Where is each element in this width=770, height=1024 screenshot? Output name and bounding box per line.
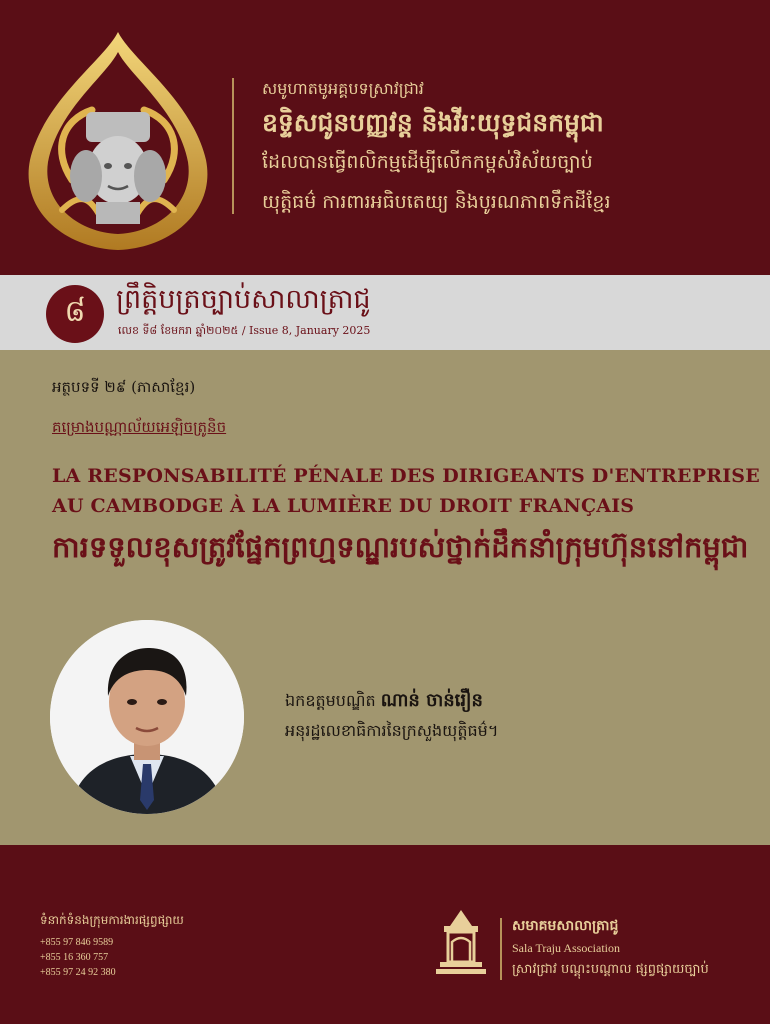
issue-number-badge: ៨: [46, 285, 104, 343]
author-name: [285, 688, 483, 715]
project-link[interactable]: គម្រោងបណ្ណាល័យអេឡិចត្រូនិច: [52, 418, 227, 436]
org-line-3: ដែលបានធ្វើពលិកម្មដើម្បីលើកកម្ពស់វិស័យច្បាប់: [262, 151, 593, 173]
sala-traju-pavilion-icon: [436, 908, 486, 976]
association-name-khmer: សមាគមសាលាត្រាជូ: [512, 918, 619, 934]
article-number: អត្ថបទទី ២៩ (ភាសាខ្មែរ): [52, 378, 196, 396]
footer: [0, 845, 770, 1024]
bulletin-title: ព្រឹត្តិបត្រច្បាប់សាលាត្រាជូ: [116, 284, 371, 315]
author-honorific: ឯកឧត្តមបណ្ឌិត: [285, 691, 376, 710]
author-photo: [50, 620, 244, 814]
author-position: អនុរដ្ឋលេខាធិការនៃក្រសួងយុត្តិធម៌។: [285, 721, 499, 740]
association-name-english: Sala Traju Association: [512, 941, 621, 955]
issue-subtitle: លេខ ទី៨ ខែមករា ឆ្នាំ២០២៥ / Issue 8, January 2025: [118, 324, 371, 337]
footer-divider: [500, 918, 502, 980]
title-french-line-2: AU CAMBODGE À LA LUMIÈRE DU DROIT FRANÇAIS: [52, 495, 635, 517]
phone-number[interactable]: +855 16 360 757: [40, 952, 109, 963]
header-divider: [232, 78, 234, 214]
contact-label: ទំនាក់ទំនងក្រុមការងារផ្សព្វផ្សាយ: [40, 913, 184, 927]
org-line-1: សមូហាតមូអគ្គបទស្រាវជ្រាវ: [262, 79, 424, 98]
org-line-2: ឧទ្ទិសជូនបញ្ញវន្ត និងវីរៈយុទ្ធជនកម្ពុជា: [262, 108, 604, 137]
title-french-line-1: LA RESPONSABILITÉ PÉNALE DES DIRIGEANTS D'ENTREPRISE: [52, 465, 760, 487]
phone-number[interactable]: +855 97 846 9589: [40, 937, 114, 948]
brahma-emblem-icon: [22, 30, 214, 252]
author-fullname: ណាន់ ចាន់រឿន: [380, 690, 483, 711]
phone-number[interactable]: +855 97 24 92 380: [40, 967, 116, 978]
association-tagline: ស្រាវជ្រាវ បណ្តុះបណ្តាល ផ្សព្វផ្សាយច្បាប់: [512, 962, 709, 977]
org-line-4: យុត្តិធម៌ ការពារអធិបតេយ្យ និងបូរណភាពទឹកដីខ្មែរ: [262, 191, 611, 213]
title-khmer: ការទទួលខុសត្រូវផ្នែកព្រហ្មទណ្ឌរបស់ថ្នាក់ដឹកនាំក្រុមហ៊ុននៅកម្ពុជា: [52, 530, 749, 564]
